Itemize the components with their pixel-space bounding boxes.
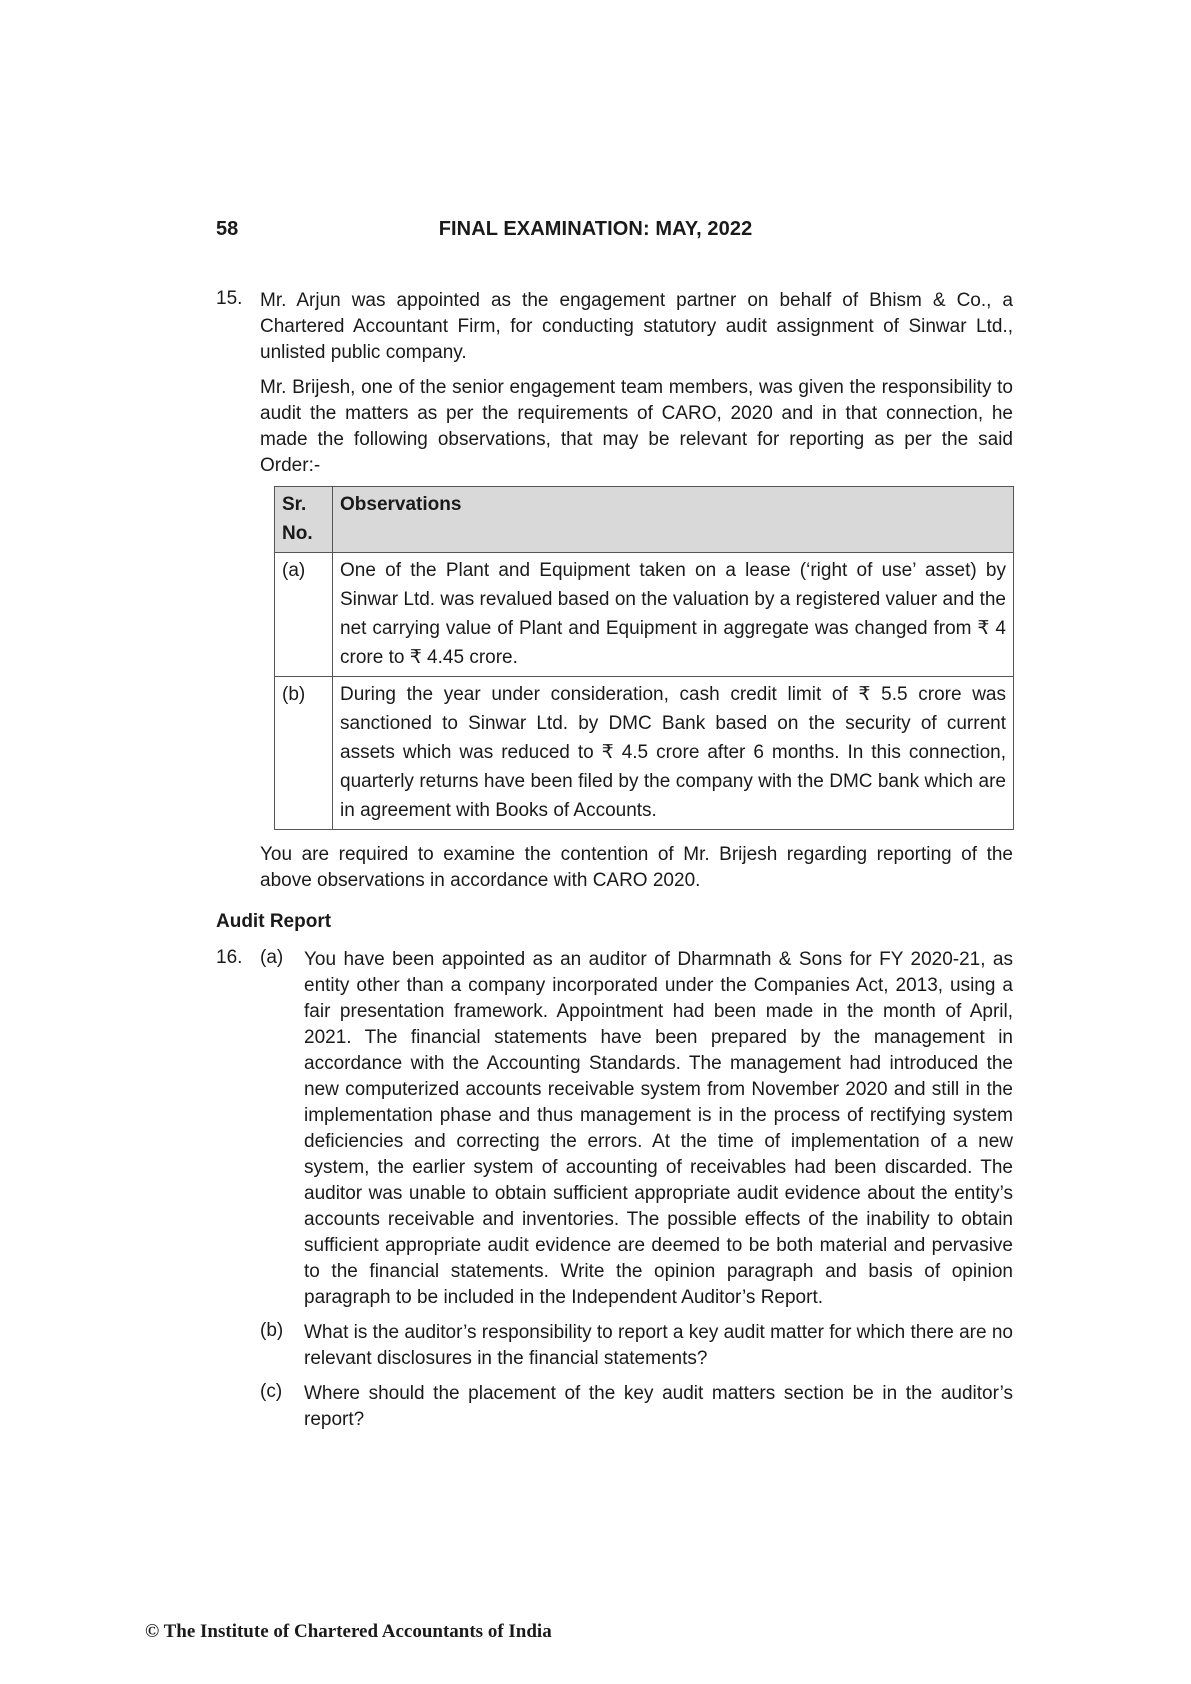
running-title: FINAL EXAMINATION: MAY, 2022 — [438, 218, 753, 240]
sub-question-label: (b) — [260, 1320, 284, 1341]
row-observation: One of the Plant and Equipment taken on a lease (‘right of use’ asset) by Sinwar Ltd. was revalued based on the valuation by a registered valuer and the net carrying value of Plant and Equipment in aggregate was changed from ₹ 4 crore to ₹ 4.45 crore. — [333, 553, 1014, 677]
sub-question-b — [216, 1320, 1013, 1372]
question-number: 16. — [216, 947, 243, 968]
page-content — [216, 288, 1013, 1433]
column-header-sr-no: Sr. No. — [275, 487, 333, 553]
copyright-footer: © The Institute of Chartered Accountants of India — [145, 1621, 552, 1642]
table-header-row — [275, 487, 1014, 553]
table-row — [275, 677, 1014, 830]
row-sr-no: (a) — [275, 553, 333, 677]
row-sr-no: (b) — [275, 677, 333, 830]
question-15 — [216, 288, 1013, 894]
section-heading: Audit Report — [216, 911, 332, 932]
sub-question-text: What is the auditor’s responsibility to report a key audit matter for which there are no relevant disclosures in the financial statements? — [304, 1322, 1013, 1369]
sub-question-a — [216, 947, 1013, 1311]
sub-question-text: You have been appointed as an auditor of Dharmnath & Sons for FY 2020-21, as entity other than a company incorporated under the Companies Act, 2013, using a fair presentation framework. Appointment had been made in the month of April, 2021. The financial statements have been prepared by the management in accordance with the Accounting Standards. The management had introduced the new computerized accounts receivable system from November 2020 and still in the implementation phase and thus management is in the process of rectifying system deficiencies and correcting the errors. At the time of implementation of a new system, the earlier system of accounting of receivables had been discarded. The auditor was unable to obtain sufficient appropriate audit evidence about the entity’s accounts receivable and inventories. The possible effects of the inability to obtain sufficient appropriate audit evidence are deemed to be both material and pervasive to the financial statements. Write the opinion paragraph and basis of opinion paragraph to be included in the Independent Auditor’s Report. — [304, 949, 1013, 1308]
sub-question-text: Where should the placement of the key audit matters section be in the auditor’s report? — [304, 1383, 1013, 1430]
question-16 — [216, 947, 1013, 1433]
sub-question-label: (c) — [260, 1381, 283, 1402]
question-number: 15. — [216, 288, 243, 309]
row-observation: During the year under consideration, cash credit limit of ₹ 5.5 crore was sanctioned to Sinwar Ltd. by DMC Bank based on the security of current assets which was reduced to ₹ 4.5 crore after 6 months. In this connection, quarterly returns have been filed by the company with the DMC bank which are in agreement with Books of Accounts. — [333, 677, 1014, 830]
sub-question-c — [216, 1381, 1013, 1433]
page-number: 58 — [216, 218, 239, 240]
sub-question-label: (a) — [260, 947, 284, 968]
column-header-observations: Observations — [333, 487, 1014, 553]
question-context: Mr. Brijesh, one of the senior engagement team members, was given the responsibility to audit the matters as per the requirements of CARO, 2020 and in that connection, he made the following observations, that may be relevant for reporting as per the said Order:- — [260, 377, 1013, 476]
table-row — [275, 553, 1014, 677]
question-requirement: You are required to examine the contention of Mr. Brijesh regarding reporting of the above observations in accordance with CARO 2020. — [260, 844, 1013, 891]
observations-table — [274, 486, 1014, 830]
question-intro: Mr. Arjun was appointed as the engagement partner on behalf of Bhism & Co., a Chartered Accountant Firm, for conducting statutory audit assignment of Sinwar Ltd., unlisted public company. — [260, 290, 1013, 363]
